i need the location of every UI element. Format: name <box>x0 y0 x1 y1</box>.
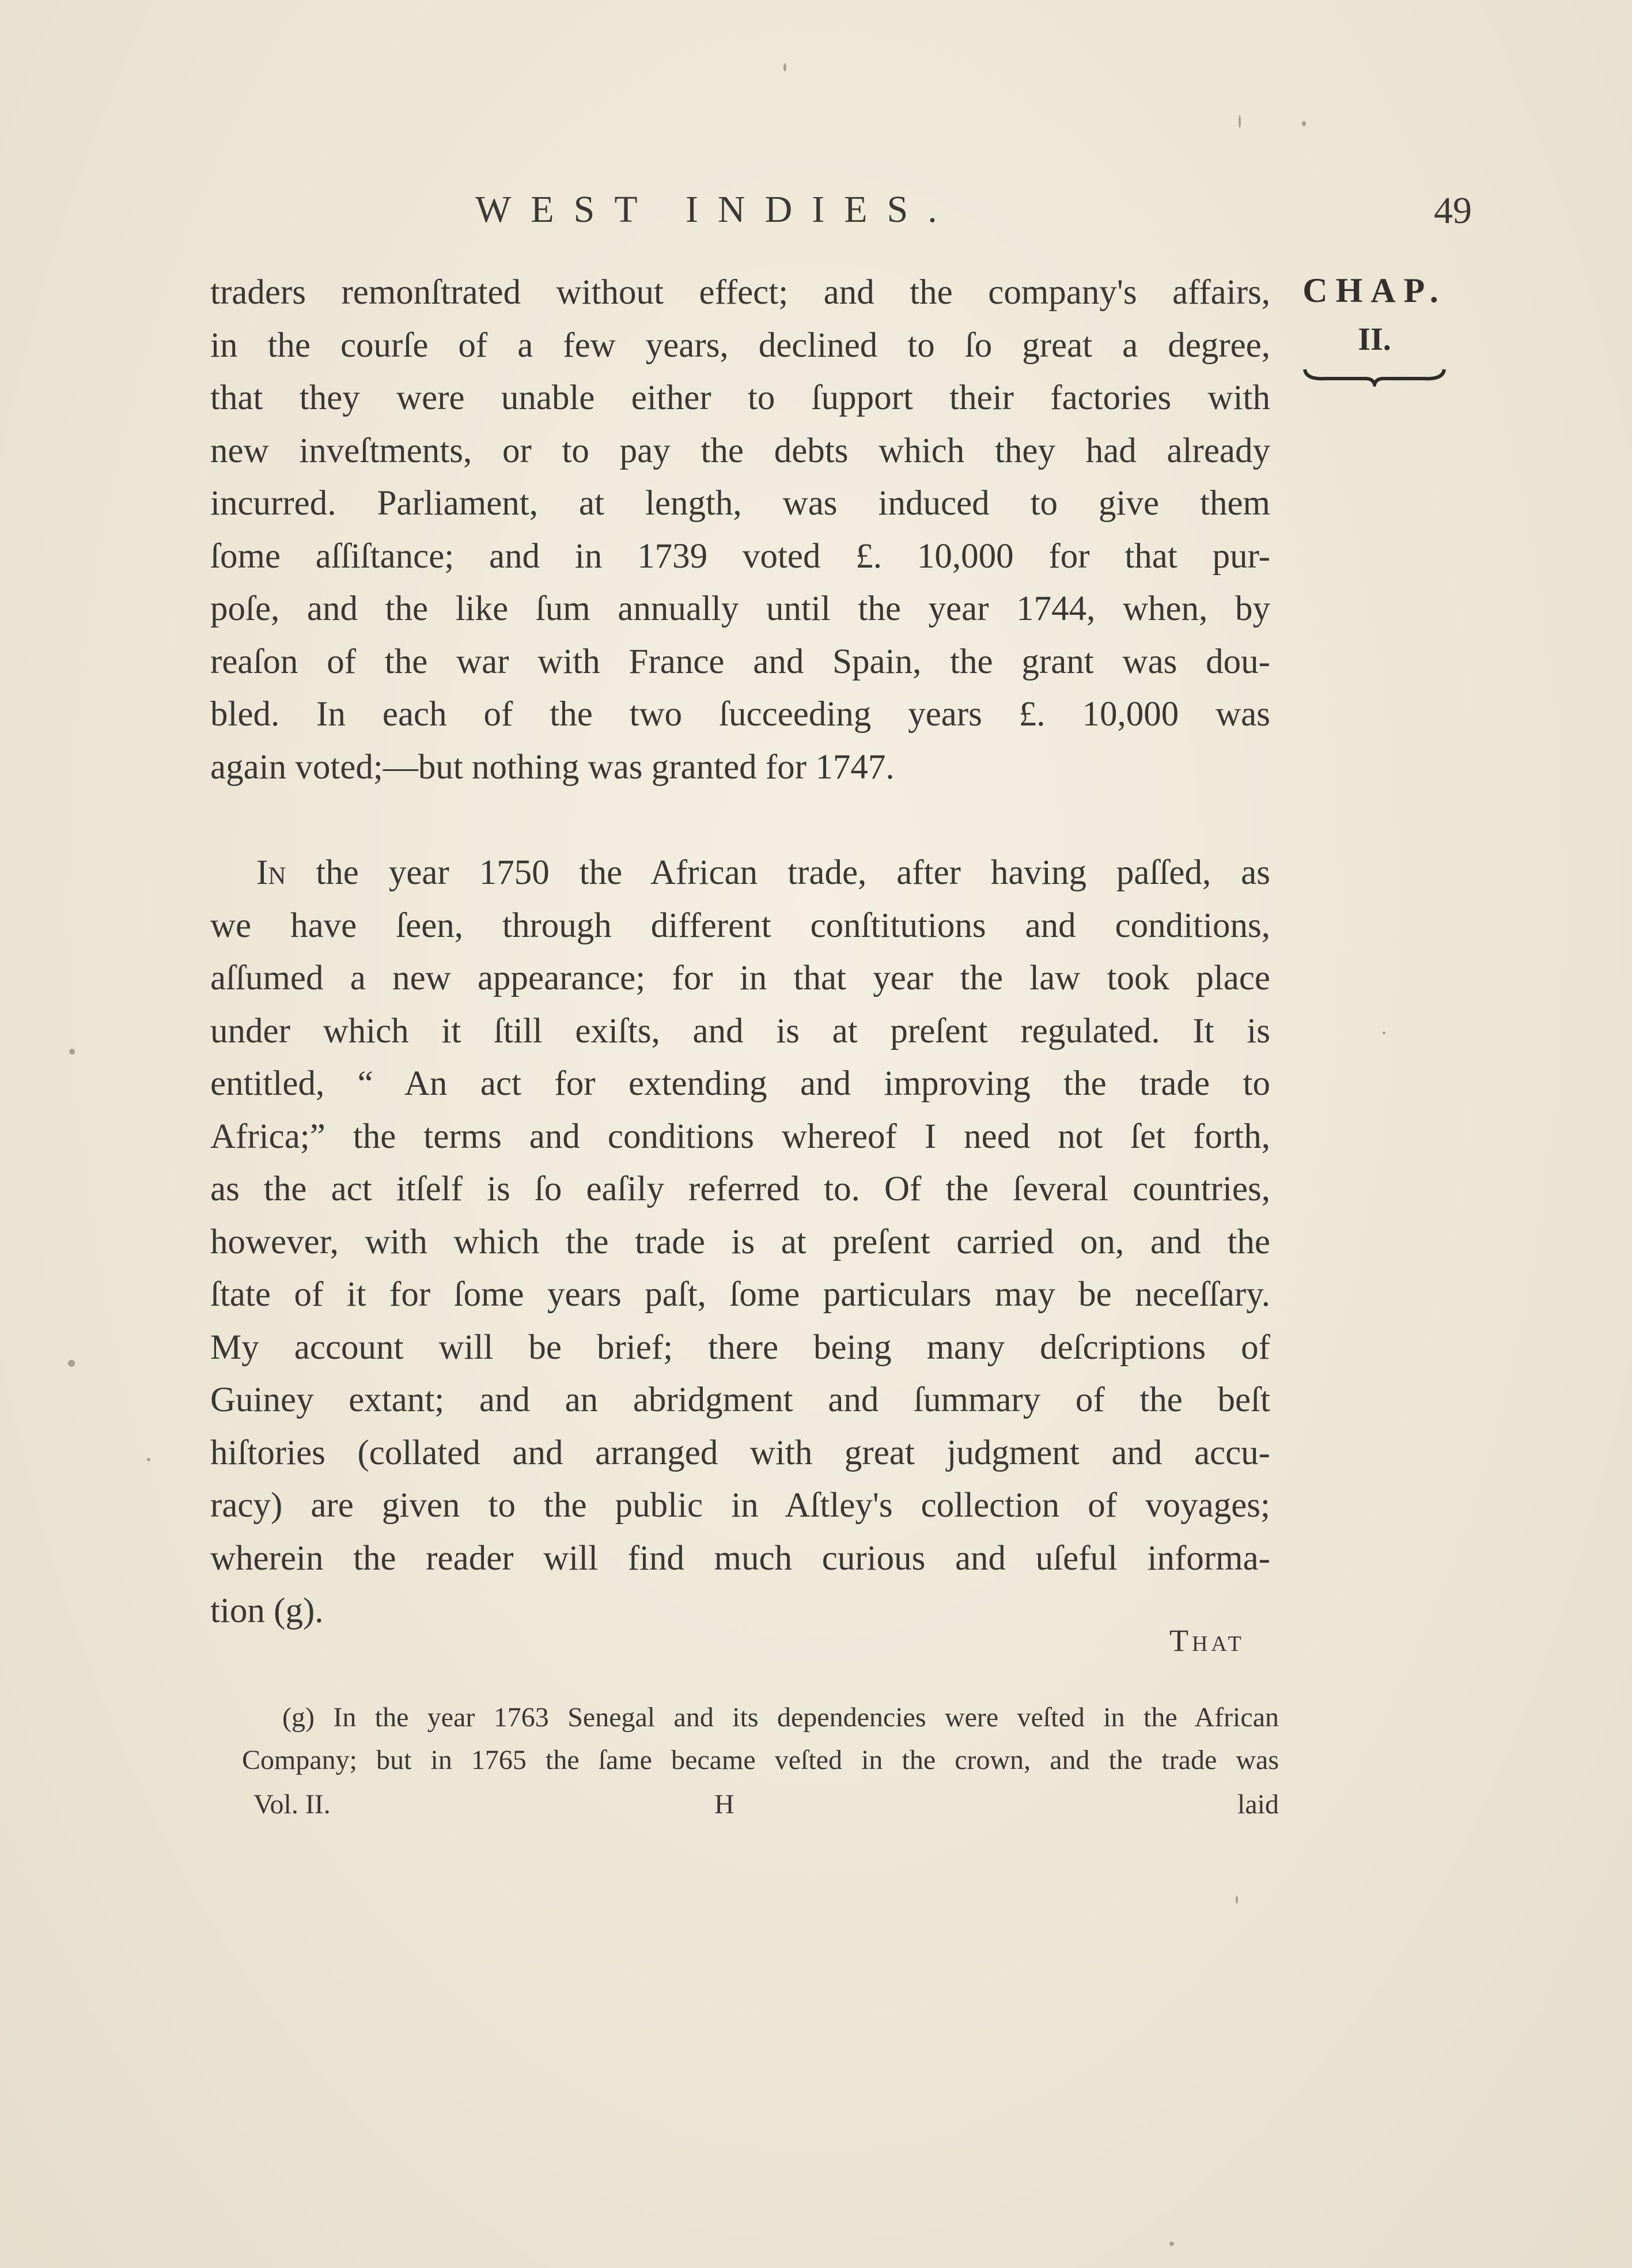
signature-mark: H <box>714 1789 734 1820</box>
footnote <box>242 1696 1279 1782</box>
text-line: traders remonſtrated without effect; and the company's affairs, <box>210 273 1270 312</box>
paper-speck <box>69 1049 75 1054</box>
text-line: again voted;—but nothing was granted for 1747. <box>210 747 895 787</box>
footnote-line: Company; but in 1765 the ſame became veſted in the crown, and the trade was <box>242 1745 1279 1775</box>
paper-speck <box>1236 1896 1238 1904</box>
paper-speck <box>1239 115 1241 128</box>
text-line: bled. In each of the two ſucceeding years £. 10,000 was <box>210 695 1270 734</box>
chapter-label: CHAP. <box>1302 271 1447 309</box>
paragraph-gap <box>210 793 1270 846</box>
text-line: that they were unable either to ſupport their factories with <box>210 379 1270 417</box>
text-line: poſe, and the like ſum annually until the year 1744, when, by <box>210 589 1270 628</box>
text-line: ſome aſſiſtance; and in 1739 voted £. 10,000 for that pur- <box>210 536 1270 576</box>
footnote-catchword: laid <box>1237 1789 1279 1820</box>
paper-speck <box>1169 2241 1174 2246</box>
text-line: we have ſeen, through different conſtitutions and conditions, <box>210 906 1270 945</box>
text-line: ſtate of it for ſome years paſt, ſome particulars may be neceſſary. <box>210 1275 1270 1314</box>
text-line: Guiney extant; and an abridgment and ſummary of the beſt <box>210 1381 1270 1419</box>
text-line: as the act itſelf is ſo eaſily referred to. Of the ſeveral countries, <box>210 1170 1270 1208</box>
catchword: That <box>1169 1623 1245 1658</box>
paper-speck <box>1383 1031 1385 1034</box>
signature-line <box>253 1789 1279 1829</box>
text-line: wherein the reader will find much curious and uſeful informa- <box>210 1539 1270 1578</box>
paper-speck <box>147 1458 150 1461</box>
paper-speck <box>783 63 786 71</box>
chapter-number: II. <box>1358 322 1391 357</box>
page-header <box>210 183 1472 247</box>
text-line: hiſtories (collated and arranged with great judgment and accu- <box>210 1433 1270 1472</box>
text-line: under which it ſtill exiſts, and is at preſent regulated. It is <box>210 1011 1270 1050</box>
chapter-margin-note <box>1300 271 1449 387</box>
text-line: new inveſtments, or to pay the debts which they had already <box>210 431 1270 470</box>
text-line: in the courſe of a few years, declined to ſo great a degree, <box>210 326 1270 365</box>
text-line: however, with which the trade is at preſent carried on, and the <box>210 1222 1270 1261</box>
text-line-first <box>210 846 1270 899</box>
text-line: Africa;” the terms and conditions whereof I need not ſet forth, <box>210 1117 1270 1156</box>
paper-speck <box>68 1360 75 1367</box>
page-number: 49 <box>1434 190 1472 232</box>
paragraph-2 <box>210 846 1270 1638</box>
text-line: My account will be brief; there being many deſcriptions of <box>210 1328 1270 1367</box>
text-line: tion (g). <box>210 1592 324 1630</box>
volume-label: Vol. II. <box>253 1789 331 1820</box>
text-line: entitled, “ An act for extending and improving the trade to <box>210 1064 1270 1103</box>
paragraph-1 <box>210 266 1270 793</box>
text-line: racy) are given to the public in Aſtley's collection of voyages; <box>210 1486 1270 1525</box>
running-title: WEST INDIES. <box>475 188 957 230</box>
lead-small-caps: In <box>256 853 286 892</box>
text-line-rest: the year 1750 the African trade, after having paſſed, as <box>316 853 1270 892</box>
footnote-line: (g) In the year 1763 Senegal and its dependencies were veſted in the African <box>282 1702 1279 1733</box>
text-line: aſſumed a new appearance; for in that year the law took place <box>210 959 1270 997</box>
brace-ornament <box>1302 366 1447 387</box>
paper-speck <box>1302 121 1306 126</box>
text-line: reaſon of the war with France and Spain, the grant was dou- <box>210 642 1270 681</box>
text-line: incurred. Parliament, at length, was induced to give them <box>210 484 1270 523</box>
body-text <box>210 266 1270 1638</box>
